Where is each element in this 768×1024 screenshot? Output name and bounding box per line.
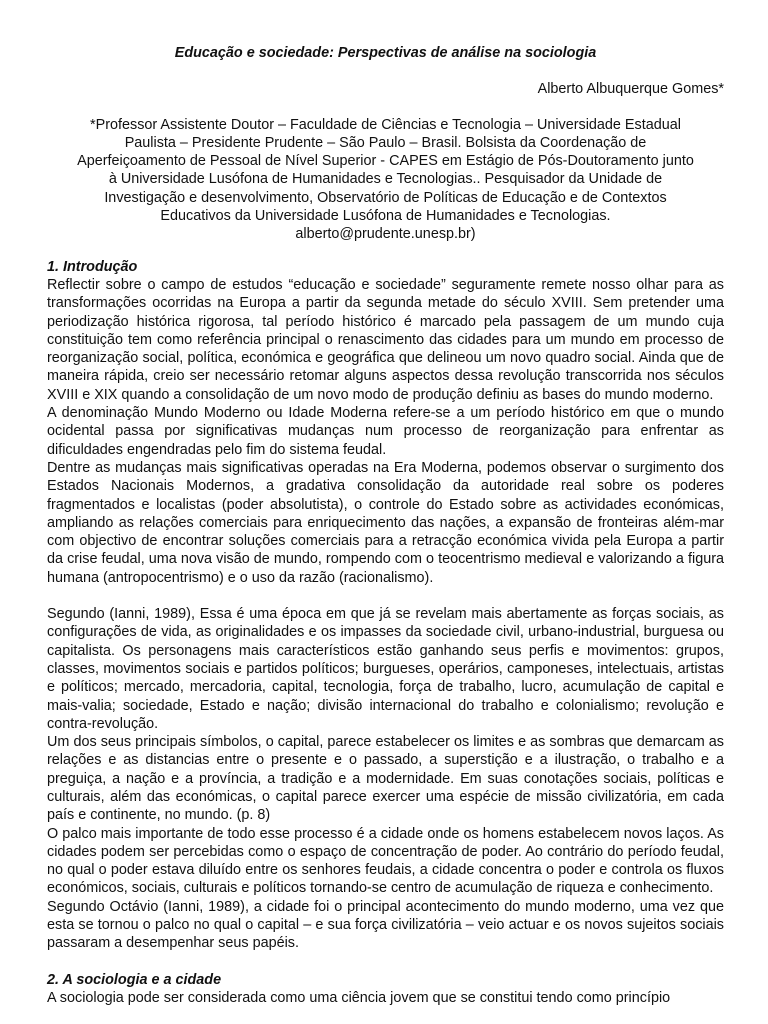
author-affiliation [47,116,724,244]
affiliation-line: à Universidade Lusófona de Humanidades e Tecnologias.. Pesquisador da Unidade de [108,171,663,188]
affiliation-line: Aperfeiçoamento de Pessoal de Nível Superior - CAPES em Estágio de Pós-Doutoramento junto [77,153,694,170]
body-paragraph: Reflectir sobre o campo de estudos “educação e sociedade” seguramente remete nosso olhar para as transformações ocorridas na Europa a partir da segunda metade do século XVIII. Sem pretender uma periodização histórica rigorosa, tal período histórico é marcado pela passagem de um mundo cuja constituição tem como referência principal o renascimento das cidades para um mundo em processo de reorganização social, política, económica e geográfica que delineou um novo quadro social. Ainda que de maneira rápida, creio ser necessário retomar alguns aspectos dessa revolução transcorrida nos séculos XVIII e XIX quando a consolidação de um novo modo de produção definiu as bases do mundo moderno. [47,276,724,403]
section-heading-introduction: 1. Introdução [47,258,138,275]
author-email: alberto@prudente.unesp.br) [295,226,476,243]
document-title: Educação e sociedade: Perspectivas de análise na sociologia [174,45,597,61]
body-paragraph: A denominação Mundo Moderno ou Idade Moderna refere-se a um período histórico em que o mundo ocidental passa por significativas mudanças num processo de reorganização para enfrentar as dificuldades engendradas pelo fim do sistema feudal. [47,405,724,458]
body-paragraph: O palco mais importante de todo esse processo é a cidade onde os homens estabelecem novos laços. As cidades podem ser percebidas como o espaço de concentração de poder. Ao contrário do período feudal, no qual o poder estava diluído entre os senhores feudais, a cidade concentra o poder e controla os fluxos económicos, sociais, culturais e políticos tornando-se centro de acumulação de riqueza e conhecimento. [47,825,724,897]
affiliation-line: Paulista – Presidente Prudente – São Paulo – Brasil. Bolsista da Coordenação de [124,134,647,151]
body-paragraph: Segundo (Ianni, 1989), Essa é uma época em que já se revelam mais abertamente as forças sociais, as configurações de vida, as originalidades e os impasses da sociedade civil, urbano-industrial, burguesa ou capitalista. Os personagens mais característicos estão ganhando seus perfis e movimentos: grupos, classes, movimentos sociais e partidos políticos; burgueses, operários, camponeses, intelectuais, artistas e políticos; mercado, mercadoria, capital, tecnologia, força de trabalho, lucro, acumulação de capital e mais-valia; sociedade, Estado e nação; divisão internacional do trabalho e colonialismo; revolução e contra-revolução. [47,606,724,732]
section-heading-sociologia: 2. A sociologia e a cidade [47,971,222,988]
body-paragraph: Dentre as mudanças mais significativas operadas na Era Moderna, podemos observar o surgimento dos Estados Nacionais Modernos, a gradativa consolidação da autoridade real sobre os poderes fragmentados e localistas (poder absolutista), o controle do Estado sobre as actividades económicas, ampliando as relações comerciais para enriquecimento das nações, a expansão de fronteiras além-mar com objectivo de encontrar soluções comerciais para a retracção económica vivida pela Europa a partir da crise feudal, uma nova visão de mundo, rompendo com o teocentrismo medieval e valorizando a figura humana (antropocentrismo) e o uso da razão (racionalismo). [47,459,724,586]
body-paragraph: A sociologia pode ser considerada como uma ciência jovem que se constitui tendo como princípio [47,989,671,1006]
author-name: Alberto Albuquerque Gomes* [537,81,724,98]
body-paragraph: Um dos seus principais símbolos, o capital, parece estabelecer os limites e as sombras que demarcam as relações e as distancias entre o presente e o passado, a superstição e a ilustração, o trabalho e a preguiça, a nação e a província, a tradição e a modernidade. Em suas conotações sociais, políticas e culturais, além das económicas, o capital parece exercer uma espécie de missão civilizatória, em cada país e continente, no mundo. (p. 8) [47,734,724,824]
body-paragraph: Segundo Octávio (Ianni, 1989), a cidade foi o principal acontecimento do mundo moderno, uma vez que esta se tornou o palco no qual o capital – e sua força civilizatória – veio actuar e os novos sujeitos sociais passaram a desempenhar seus papéis. [47,898,724,952]
affiliation-line: *Professor Assistente Doutor – Faculdade de Ciências e Tecnologia – Universidade Estadual [90,116,681,133]
document-page [47,0,724,1007]
affiliation-line: Educativos da Universidade Lusófona de Humanidades e Tecnologias. [160,208,611,225]
affiliation-line: Investigação e desenvolvimento, Observatório de Políticas de Educação e de Contextos [104,189,667,206]
